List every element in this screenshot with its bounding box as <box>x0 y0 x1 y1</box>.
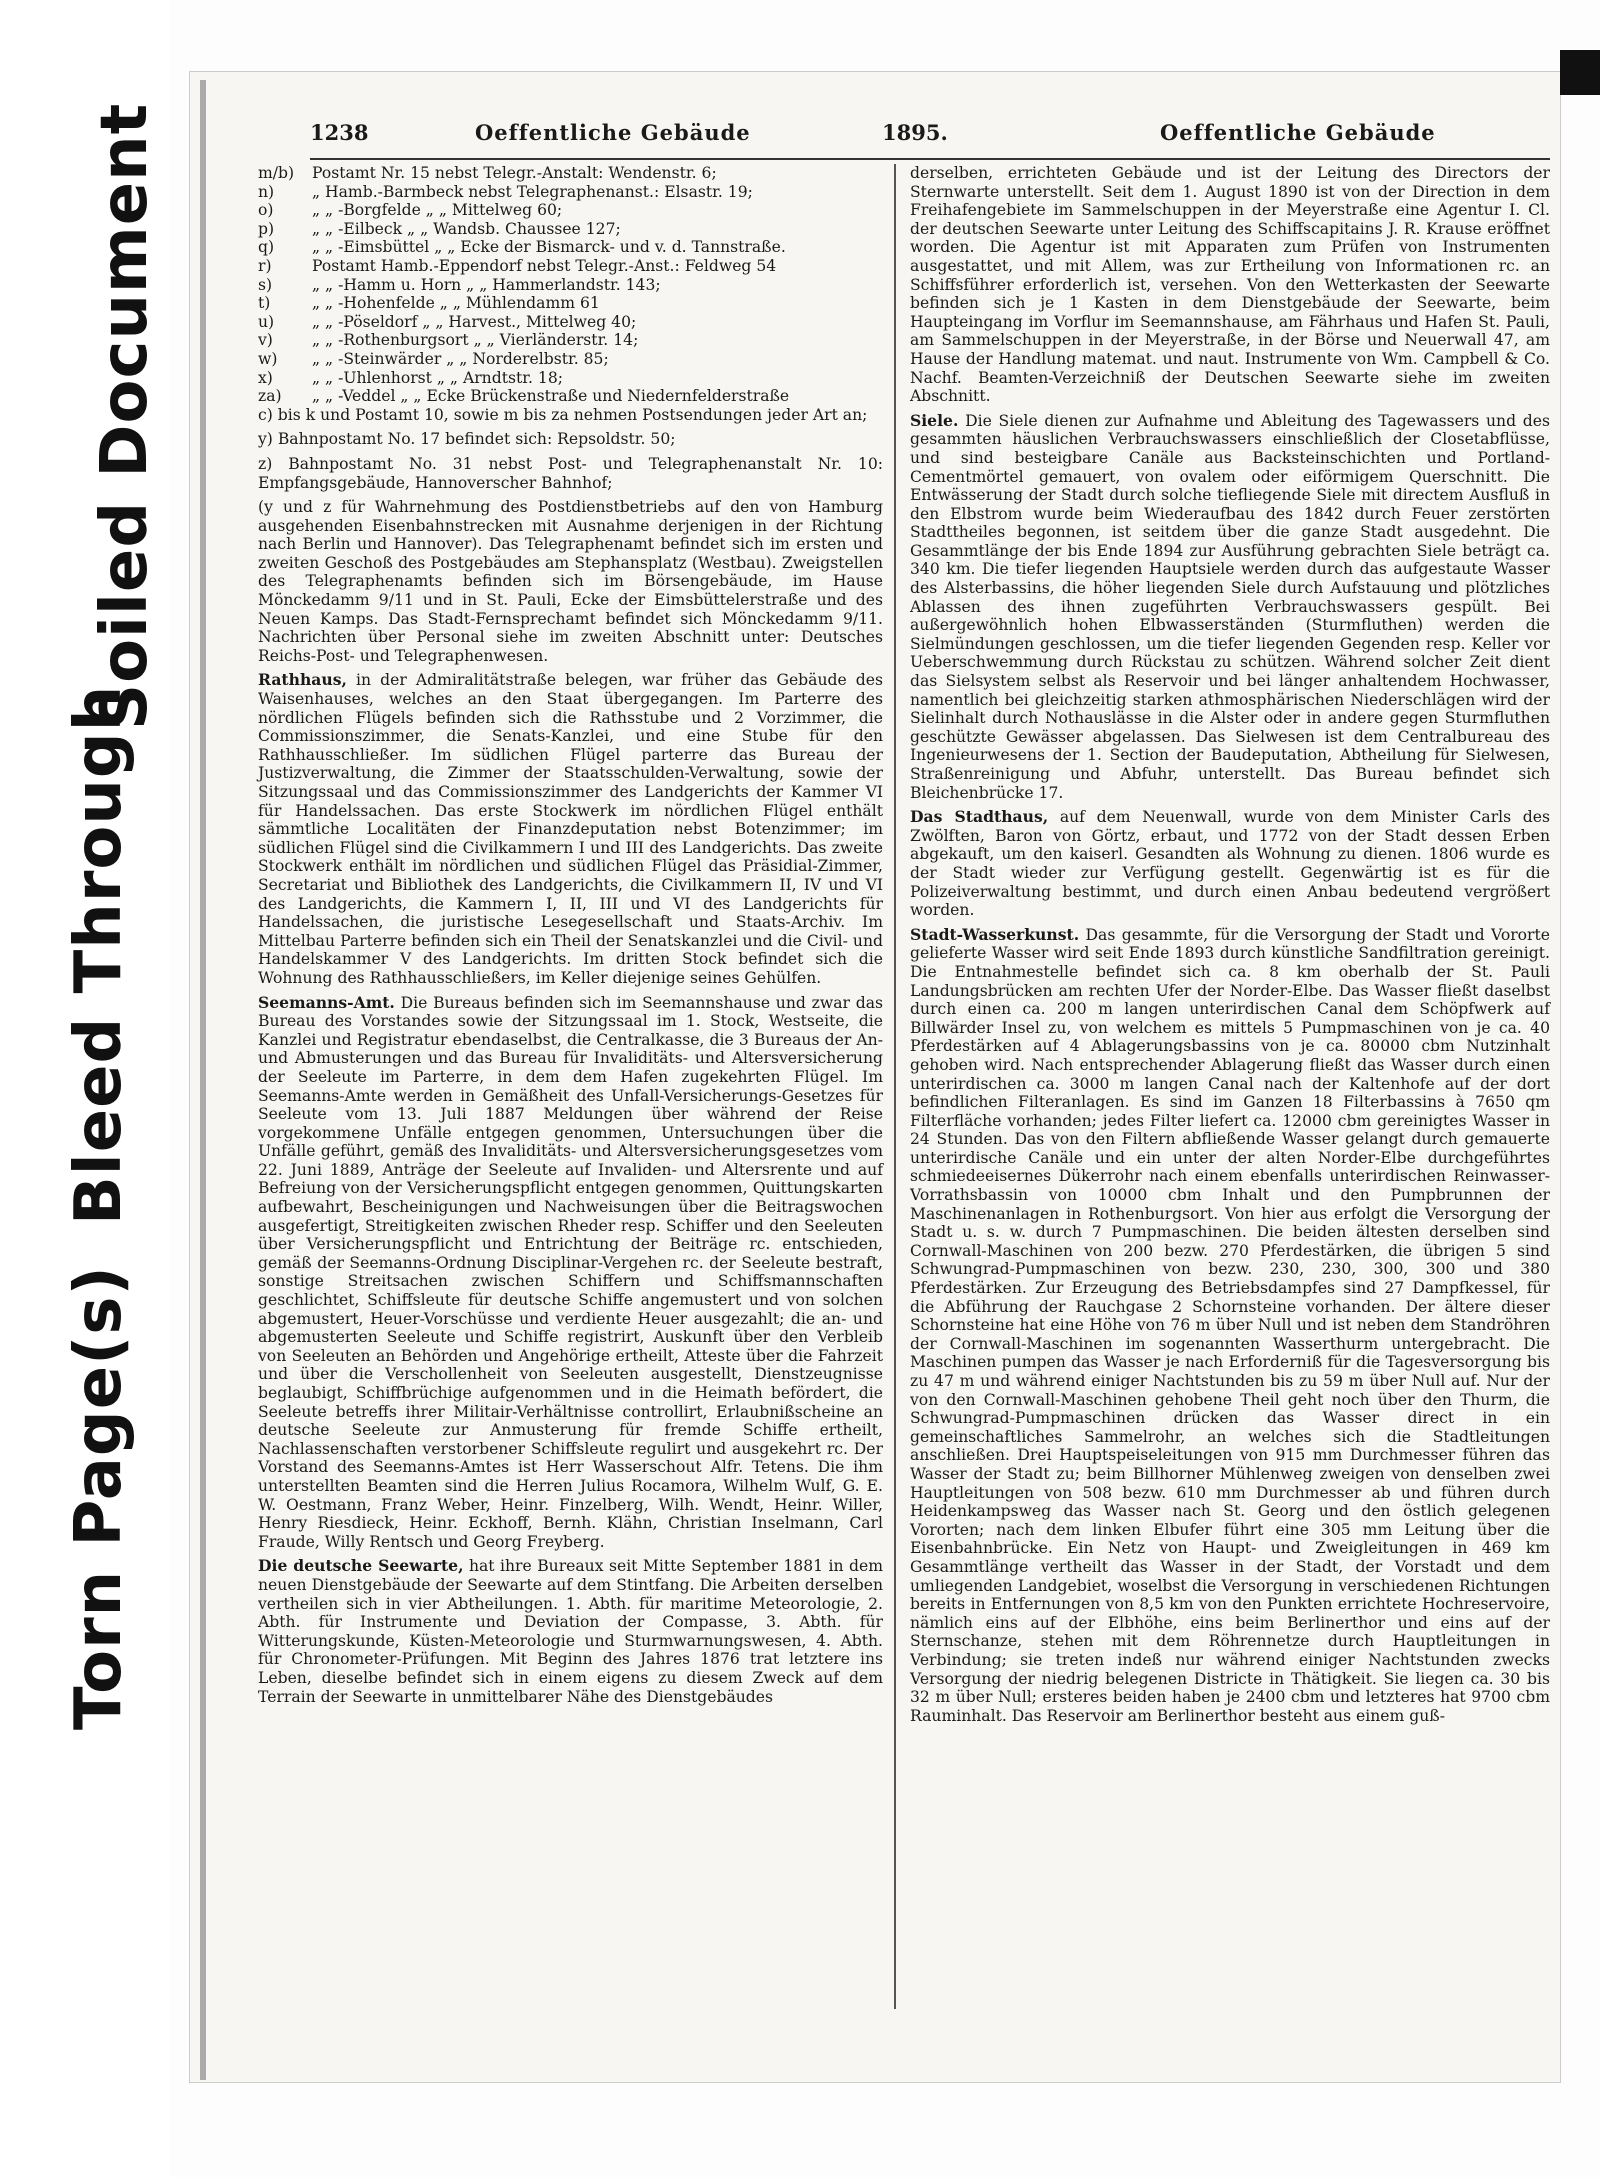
wasserkunst-text: Das gesammte, für die Versorgung der Stadt und Vororte gelieferte Wasser wird seit Ende 1893 durch künstliche Sandfiltration gereinigt. Die Entnahmestelle befindet sich ca. 8 km oberhalb der St. Pauli Landungsbrücken am rechten Ufer der Norder-Elbe. Das Wasser fließt daselbst durch einen ca. 200 m langen unterirdischen Canal dem Schöpfwerk auf Billwärder Insel zu, von welchem es mittels 5 Pumpmaschinen von je ca. 40 Pferdestärken auf 4 Ablagerungsbassins von je ca. 80000 cbm Nutzinhalt gehoben wird. Nach entsprechender Ablagerung fließt das Wasser durch einen unterirdischen ca. 3000 m langen Canal nach der Kaltenhofe auf der dort befindlichen Filteranlagen. Es sind im Ganzen 18 Filterbassins à 7650 qm Filterfläche vorhanden; jedes Filter liefert ca. 12000 cbm gereinigtes Wasser in 24 Stunden. Das von den Filtern abfließende Wasser gelangt durch gemauerte unterirdische Canäle und ein unter der alten Norder-Elbe durchgeführtes schmiedeeisernes Dükerrohr nach einem ebenfalls unterirdischen Reinwasser-Vorrathsbassin von 10000 cbm Inhalt und den Pumpbrunnen der Maschinenanlagen in Rothenburgsort. Von hier aus erfolgt die Versorgung der Stadt u. s. w. durch 7 Pumpmaschinen. Die beiden ältesten derselben sind Cornwall-Maschinen von 200 bezw. 270 Pferdestärken, die übrigen 5 sind Schwungrad-Pumpmaschinen von bezw. 230, 230, 300, 300 und 380 Pferdestärken. Zur Erzeugung des Betriebsdampfes sind 27 Dampfkessel, für die Abführung der Rauchgase 2 Schornsteine vorhanden. Der ältere dieser Schornsteine hat eine Höhe von 76 m über Null und ist neben dem Standröhren der Cornwall-Maschinen im sogenannten Wasserthurm untergebracht. Die Maschinen pumpen das Wasser je nach Erforderniß für die Tagesversorgung bis zu 47 m und während einiger Nachtstunden bis zu 59 m über Null auf. Nur der von den Cornwall-Maschinen gehobene Theil geht noch über den Thurm, die Schwungrad-Pumpmaschinen drücken das Wasser direct in ein gemeinschaftliches Sammelrohr, an welches sich die Stadtleitungen anschließen. Drei Hauptspeiseleitungen von 915 mm Durchmesser führen das Wasser der Stadt zu; beim Billhorner Mühlenweg zweigen von denselben zwei Hauptleitungen von 508 bezw. 610 mm Durchmesser ab und führen durch Heidenkampsweg das Wasser nach St. Georg und den östlich gelegenen Vororten; nach dem linken Elbufer führt eine 305 mm Leitung über die Eisenbahnbrücke. Ein Netz von Haupt- und Zweigleitungen in 469 km Gesammtlänge vertheilt das Wasser in der Stadt, der Vorstadt und dem umliegenden Landgebiet, woselbst die Versorgung in verschiedenen Richtungen bereits in Entfernungen von 8,5 km von den Punkten errichtete Hochreservoire, nämlich eins auf der Elbhöhe, eins beim Berlinerthor und eins auf der Sternschanze, stehen mit dem Röhrennetze durch Hauptleitungen in Verbindung; sie treten indeß nur während einiger Nachtstunden zwecks Versorgung der niedrig belegenen Districte in Thätigkeit. Sie liegen ca. 30 bis 32 m über Null; ersteres beiden haben je 2400 cbm und letzteres hat 9700 cbm Rauminhalt. Das Reservoir am Berlinerthor besteht aus einem guß- <box>910 925 1550 1725</box>
left-column <box>258 164 883 1712</box>
entry-text: „ „ -Uhlenhorst „ „ Arndtstr. 18; <box>312 368 563 387</box>
entry-text: „ „ -Steinwärder „ „ Norderelbstr. 85; <box>312 349 609 368</box>
page-number: 1238 <box>310 120 369 145</box>
entry-text: „ „ -Borgfelde „ „ Mittelweg 60; <box>312 201 563 220</box>
entry-key: r) <box>258 256 272 275</box>
torn-pages-label: Torn Page(s) <box>62 1265 136 1730</box>
running-title-right: Oeffentliche Gebäude <box>1160 120 1436 145</box>
post-office-entry <box>258 183 883 202</box>
siele-heading: Siele. <box>910 410 959 430</box>
post-office-entry <box>258 238 883 257</box>
entry-key: p) <box>258 219 275 238</box>
soiled-document-label: Soiled Document <box>88 102 162 730</box>
post-office-entry <box>258 369 883 388</box>
siele-text: Die Siele dienen zur Aufnahme und Ableitung des Tagewassers und des gesammten häuslichen Verbrauchswassers einschließlich der Closetabflüsse, und sind besteigbare Canäle aus Backsteinschichten und Portland-Cementmörtel gemauert, von ovalem oder eiförmigem Querschnitt. Die Entwässerung der Stadt durch solche tiefliegende Siele mit directem Ausfluß in den Elbstrom wurde beim Wiederaufbau des 1842 durch Feuer zerstörten Stadttheiles begonnen, ist seitdem über die ganze Stadt ausgedehnt. Die Gesammtlänge der bis Ende 1894 zur Ausführung gebrachten Siele beträgt ca. 340 km. Die tiefer liegenden Hauptsiele werden durch das aufgestaute Wasser des Alsterbassins, die höher liegenden Siele durch Aufstauung und plötzliches Ablassen des ihnen zugeführten Verbrauchswassers gespült. Bei außergewöhnlich hohen Elbwasserständen (Sturmfluthen) werden die Sielmündungen geschlossen, um die tiefer liegenden Gegenden resp. Keller vor Ueberschwemmung durch Rückstau zu schützen. Während solcher Zeit dient das Sielsystem selbst als Reservoir und bei länger anhaltendem Hochwasser, namentlich bei gleichzeitig starken athmosphärischen Niederschlägen wird der Sielinhalt durch Nothauslässe in die Alster oder in andere gegen Sturmfluthen geschützte Gewässer abgelassen. Das Sielwesen ist dem Centralbureau des Ingenieurwesens der 1. Section der Baudeputation, Abtheilung für Sielwesen, Straßenreinigung und Abfuhr, unterstellt. Das Bureau befindet sich Bleichenbrücke 17. <box>910 411 1550 802</box>
post-office-entry <box>258 220 883 239</box>
seewarte-heading: Die deutsche Seewarte, <box>258 1556 464 1576</box>
stadthaus-text: auf dem Neuenwall, wurde von dem Minister Carls des Zwölften, Baron von Görtz, erbaut, und 1772 von der Stadt dessen Erben abgekauft, um den kaiserl. Gesandten als Wohnung zu dienen. 1806 wurde es der Stadt wieder zur Verfügung gestellt. Gegenwärtig ist es für die Polizeiverwaltung bestimmt, und durch einen Anbau bedeutend vergrößert worden. <box>910 808 1550 920</box>
post-office-entry <box>258 276 883 295</box>
column-divider <box>894 164 896 2009</box>
post-office-entry <box>258 257 883 276</box>
post-office-entry <box>258 313 883 332</box>
seewarte-continued: derselben, errichteten Gebäude und ist der Leitung des Directors der Sternwarte unterstellt. Seit dem 1. August 1890 ist von der Direction in dem Freihafengebiete im Sammelschuppen in der Meyerstraße eine Agentur I. Cl. der deutschen Seewarte unter Leitung des Schiffscapitains J. R. Krause eröffnet worden. Die Agentur ist mit Apparaten zum Prüfen von Instrumenten ausgestattet, und mit Allem, was zur Ertheilung von Informationen rc. an Schiffsführer erforderlich ist, versehen. Von den Wetterkasten der Seewarte befinden sich je 1 Kasten in dem Dienstgebäude der Seewarte, beim Haupteingang im Vorflur im Seemannshause, am Fährhaus und Hafen St. Pauli, am Sammelschuppen in der Meyerstraße, in der Börse und Neuerwall 47, am Hause der Handlung matemat. und naut. Instrumente von Wm. Campbell & Co. Nachf. Beamten-Verzeichniß der Deutschen Seewarte siehe im zweiten Abschnitt. <box>910 164 1550 406</box>
year-label: 1895. <box>882 120 948 145</box>
entry-text: Postamt Nr. 15 nebst Telegr.-Anstalt: Wendenstr. 6; <box>312 164 717 182</box>
post-office-entry <box>258 164 883 183</box>
entry-key: s) <box>258 275 273 294</box>
entry-text: „ Hamb.-Barmbeck nebst Telegraphenanst.: Elsastr. 19; <box>312 182 753 201</box>
entry-text: „ „ -Rothenburgsort „ „ Vierländerstr. 14; <box>312 331 639 350</box>
entry-key: w) <box>258 349 278 368</box>
entry-key: q) <box>258 238 275 257</box>
seemanns-amt-heading: Seemanns-Amt. <box>258 992 395 1012</box>
entry-text: „ „ -Hohenfelde „ „ Mühlendamm 61 <box>312 294 600 313</box>
siele-section <box>910 412 1550 802</box>
entry-key: t) <box>258 294 271 313</box>
seewarte-text: hat ihre Bureaux seit Mitte September 1881 in dem neuen Dienstgebäude der Seewarte auf dem Stintfang. Die Arbeiten derselben vertheilen sich in vier Abtheilungen. 1. Abth. für maritime Meteorologie, 2. Abth. für Instrumente und Deviation der Compasse, 3. Abth. für Witterungskunde, Küsten-Meteorologie und Sturmwarnungswesen, 4. Abth. für Chronometer-Prüfungen. Mit Beginn des Jahres 1876 trat letztere ins Leben, dieselbe befindet sich in einem eigens zu diesem Zweck auf dem Terrain der Seewarte in unmittelbarer Nähe des Dienstgebäudes <box>258 1557 883 1706</box>
wasserkunst-heading: Stadt-Wasserkunst. <box>910 924 1080 944</box>
entry-text: Postamt Hamb.-Eppendorf nebst Telegr.-Anst.: Feldweg 54 <box>312 256 777 275</box>
post-office-entry <box>258 350 883 369</box>
post-office-entry <box>258 294 883 313</box>
post-note: z) Bahnpostamt No. 31 nebst Post- und Telegraphenanstalt Nr. 10: Empfangsgebäude, Hannoverscher Bahnhof; <box>258 454 883 492</box>
post-office-entry <box>258 331 883 350</box>
entry-text: „ „ -Eilbeck „ „ Wandsb. Chaussee 127; <box>312 219 621 238</box>
entry-text: „ „ -Hamm u. Horn „ „ Hammerlandstr. 143; <box>312 275 661 294</box>
stadthaus-heading: Das Stadthaus, <box>910 807 1049 827</box>
entry-key: o) <box>258 201 274 220</box>
post-note: (y und z für Wahrnehmung des Postdienstbetriebs auf den von Hamburg ausgehenden Eisenbahnstrecken mit Ausnahme derjenigen in der Richtung nach Berlin und Hannover). Das Telegraphenamt befindet sich im ersten und zweiten Geschoß des Postgebäudes am Stephansplatz (Westbau). Zweigstellen des Telegraphenamts befinden sich im Börsengebäude, im Hause Mönckedamm 9/11 und in St. Pauli, Ecke der Eimsbüttelerstraße und des Neuen Kamps. Das Stadt-Fernsprechamt befindet sich Mönckedamm 9/11. Nachrichten über Personal siehe im zweiten Abschnitt unter: Deutsches Reichs-Post- und Telegraphenwesen. <box>258 498 883 665</box>
stadthaus-section <box>910 808 1550 920</box>
header-rule <box>310 158 1550 160</box>
post-note: y) Bahnpostamt No. 17 befindet sich: Repsoldstr. 50; <box>258 430 676 449</box>
entry-key: v) <box>258 331 273 350</box>
seemanns-amt-text: Die Bureaus befinden sich im Seemannshause und zwar das Bureau des Vorstandes sowie der Sitzungssaal im 1. Stock, Westseite, die Kanzlei und Registratur ebendaselbst, die Centralkasse, die 3 Bureaus der An- und Abmusterungen und das Bureau für Invaliditäts- und Altersversicherung der Seeleute im Parterre, in dem dem Hafen zugekehrten Flügel. Im Seemanns-Amte werden in Gemäßheit des Unfall-Versicherungs-Gesetzes für Seeleute vom 13. Juli 1887 Meldungen über während der Reise vorgekommene Unfälle entgegen genommen, Untersuchungen über die Unfälle geführt, gemäß des Invaliditäts- und Altersversicherungsgesetzes vom 22. Juni 1889, Anträge der Seeleute auf Invaliden- und Altersrente und auf Befreiung von der Versicherungspflicht entgegen genommen, Quittungskarten aufbewahrt, Bescheinigungen und Nachweisungen über die Beitragswochen ausgefertigt, Streitigkeiten zwischen Rheder resp. Schiffer und den Seeleuten über Versicherungspflicht und Entrichtung der Beiträge rc. entschieden, gemäß der Seemanns-Ordnung Disciplinar-Vergehen rc. der Seeleute bestraft, sonstige Streitsachen zwischen Schiffern und Schiffsmannschaften geschlichtet, Schiffsleute für deutsche Schiffe angemustert und von solchen abgemustert, Heuer-Vorschüsse und verdiente Heuer ausgezahlt; die an- und abgemusterten Seeleute und Schiffe registrirt, Auskunft über den Verbleib von Seeleuten an Behörden und Angehörige ertheilt, Atteste über die Fahrzeit und über die Verschollenheit von Seeleuten ausgestellt, Dienstzeugnisse beglaubigt, Schiffbrüchige aufgenommen und in die Heimath befördert, die Seeleute betreffs ihrer Militair-Verhältnisse controllirt, Erlaubnißscheine an deutsche Seeleute zur Anmusterung für fremde Schiffe ertheilt, Nachlassenschaften verstorbener Schiffsleute regulirt und ausgekehrt rc. Der Vorstand des Seemanns-Amtes ist Herr Wasserschout Alfr. Tetens. Die ihm unterstellten Beamten sind die Herren Julius Rocamora, Wilhelm Wulf, G. E. W. Oestmann, Franz Weber, Heinr. Finzelberg, Wilh. Wendt, Heinr. Willer, Henry Riesdieck, Heinr. Eckhoff, Bernh. Klähn, Christian Inselmann, Carl Fraude, Willy Rentsch und Georg Freyberg. <box>258 993 883 1551</box>
wasserkunst-section <box>910 926 1550 1726</box>
seewarte-section <box>258 1557 883 1706</box>
entry-key: za) <box>258 387 282 406</box>
rathhaus-text: in der Admiralitätstraße belegen, war früher das Gebäude des Waisenhauses, welches an den Staat übergegangen. Im Parterre des nördlichen Flügels befinden sich die Rathsstube und 2 Vorzimmer, die Commissionszimmer, die Senats-Kanzlei, und eine Stube für den Rathhausschließer. Im südlichen Flügel parterre das Bureau der Justizverwaltung, die Zimmer der Staatsschulden-Verwaltung, sowie der Sitzungssaal und das Commissionszimmer des Landgerichts der Kammer VI für Handelssachen. Das erste Stockwerk im nördlichen Flügel enthält sämmtliche Localitäten der Finanzdeputation nebst Botenzimmer; im südlichen Flügel sind die Civilkammern I und III des Landgerichts. Das zweite Stockwerk enthält im nördlichen und südlichen Flügel das Präsidial-Zimmer, Secretariat und Bibliothek des Landgerichts, die Civilkammern II, IV und VI des Landgerichts, die Kammern I, II, III und VI des Landgerichts für Handelssachen, die juristische Lesegesellschaft und Staats-Archiv. Im Mittelbau Parterre befinden sich ein Theil der Senatskanzlei und die Civil- und Handelskammer V des Landgerichts. Im dritten Stock befindet sich die Wohnung des Rathhausschließers, im Keller diejenige seines Gehülfen. <box>258 671 883 987</box>
seemanns-amt-section <box>258 994 883 1552</box>
running-title-left: Oeffentliche Gebäude <box>475 120 751 145</box>
entry-key: x) <box>258 368 273 387</box>
entry-text: „ „ -Eimsbüttel „ „ Ecke der Bismarck- und v. d. Tannstraße. <box>312 238 786 257</box>
post-office-list <box>258 164 883 406</box>
rathhaus-section <box>258 671 883 987</box>
page-header <box>310 120 1540 156</box>
entry-text: „ „ -Veddel „ „ Ecke Brückenstraße und Niedernfelderstraße <box>312 387 790 406</box>
page-stack-edge <box>200 80 206 2080</box>
entry-key: n) <box>258 182 275 201</box>
entry-key: u) <box>258 312 275 331</box>
post-office-entry <box>258 201 883 220</box>
entry-key: m/b) <box>258 164 295 182</box>
post-office-entry <box>258 387 883 406</box>
rathhaus-heading: Rathhaus, <box>258 670 347 690</box>
right-column <box>910 164 1550 1731</box>
bleed-through-label: Bleed Through <box>62 684 136 1225</box>
post-note: c) bis k und Postamt 10, sowie m bis za nehmen Postsendungen jeder Art an; <box>258 405 868 424</box>
entry-text: „ „ -Pöseldorf „ „ Harvest., Mittelweg 40; <box>312 312 637 331</box>
post-office-notes <box>258 406 883 666</box>
scan-corner-mark <box>1560 50 1600 95</box>
